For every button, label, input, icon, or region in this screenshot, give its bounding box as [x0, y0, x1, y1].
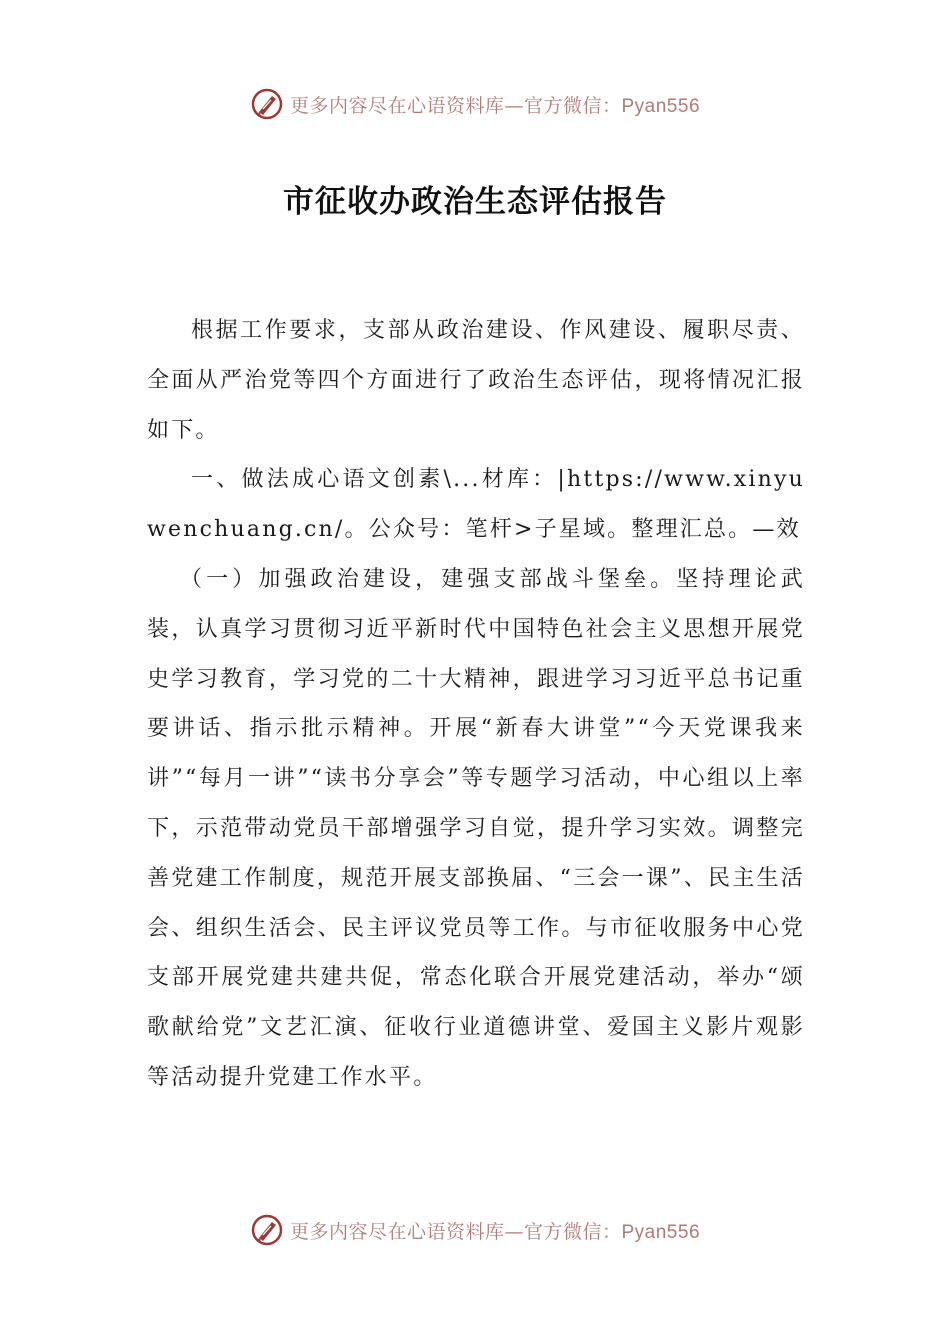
document-body — [147, 306, 805, 1103]
paragraph-political-building: （一）加强政治建设，建强支部战斗堡垒。坚持理论武装，认真学习贯彻习近平新时代中国特色社会主义思想开展党史学习教育，学习党的二十大精神，跟进学习习近平总书记重要讲话、指示批示精神。开展“新春大讲堂”“今天党课我来讲”“每月一讲”“读书分享会”等专题学习活动，中心组以上率下，示范带动党员干部增强学习自觉，提升学习实效。调整完善党建工作制度，规范开展支部换届、“三会一课”、民主生活会、组织生活会、民主评议党员等工作。与市征收服务中心党支部开展党建共建共促，常态化联合开展党建活动，举办“颂歌献给党”文艺汇演、征收行业道德讲堂、爱国主义影片观影等活动提升党建工作水平。 — [147, 566, 805, 1090]
watermark-wechat-id: Pyan556 — [621, 1221, 701, 1243]
page-title: 市征收办政治生态评估报告 — [283, 184, 667, 220]
pen-nib-logo-icon — [250, 87, 284, 121]
paragraph-section-heading: 一、做法成心语文创素\...材库：|https://www.xinyuwenchuang.cn/。公众号：笔杆>子星域。整理汇总。—效 — [147, 467, 805, 543]
watermark-header — [0, 84, 950, 124]
pen-nib-logo-icon — [250, 1213, 284, 1247]
watermark-text: 更多内容尽在心语资料库—官方微信：Pyan556 — [289, 94, 701, 117]
watermark-footer — [0, 1210, 950, 1250]
paragraph-intro: 根据工作要求，支部从政治建设、作风建设、履职尽责、全面从严治党等四个方面进行了政治生态评估，现将情况汇报如下。 — [147, 318, 805, 443]
watermark-wechat-id: Pyan556 — [621, 95, 701, 117]
watermark-text: 更多内容尽在心语资料库—官方微信：Pyan556 — [289, 1220, 701, 1243]
